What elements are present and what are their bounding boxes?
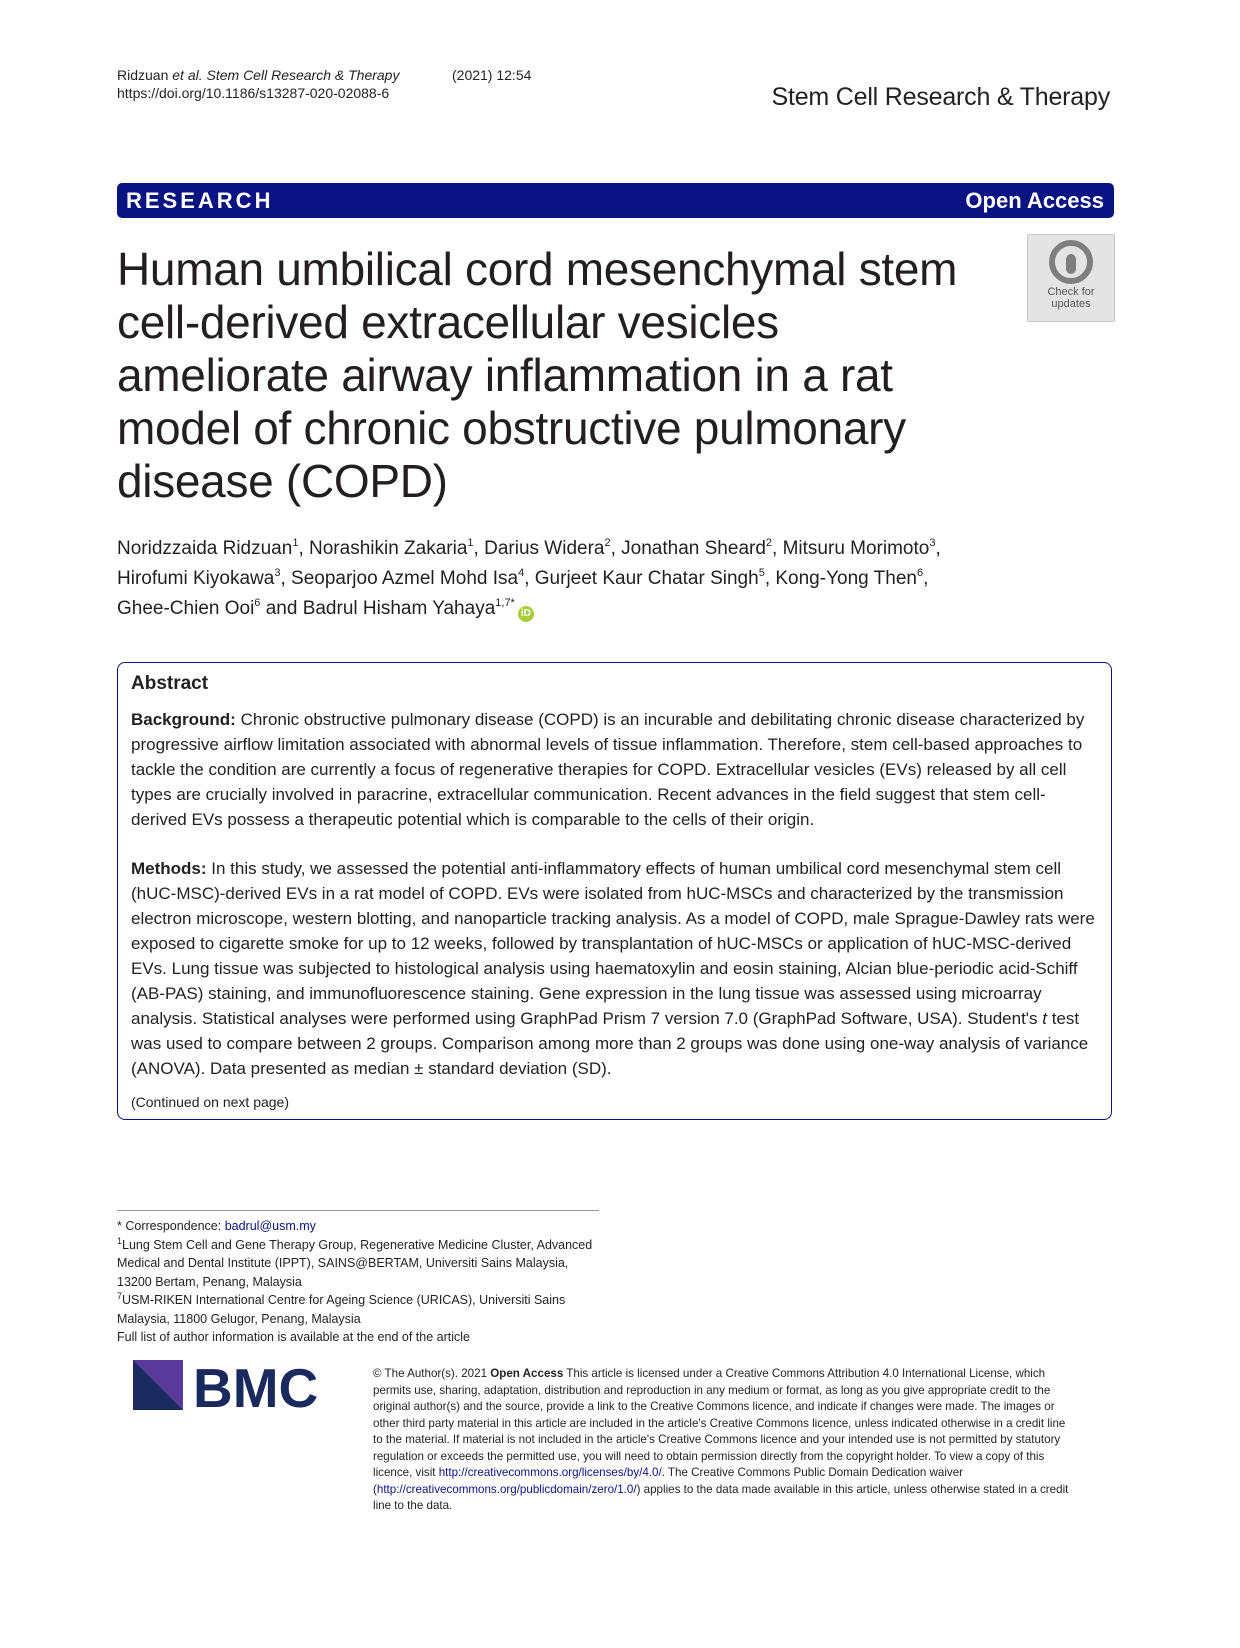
background-label: Background:	[131, 710, 236, 729]
methods-text: In this study, we assessed the potential anti-inflammatory effects of human umbilical cord mesenchymal stem cell (hUC-MSC)-derived EVs in a rat model of COPD. EVs were isolated from hUC-MSCs and characterized by the transmission electron microscope, western blotting, and nanoparticle tracking analysis. As a model of COPD, male Sprague-Dawley rats were exposed to cigarette smoke for up to 12 weeks, followed by transplantation of hUC-MSCs or application of hUC-MSC-derived EVs. Lung tissue was subjected to histological analysis using haematoxylin and eosin staining, Alcian blue-periodic acid-Schiff (AB-PAS) staining, and immunofluorescence staining. Gene expression in the lung tissue was assessed using microarray analysis. Statistical analyses were performed using GraphPad Prism 7 version 7.0 (GraphPad Software, USA). Student's	[131, 859, 1095, 1028]
abstract-background	[131, 707, 1096, 832]
badge-line-2: updates	[1051, 298, 1091, 310]
author: Hirofumi Kiyokawa$^3$,	[117, 567, 292, 589]
cc-by-link[interactable]: http://creativecommons.org/licenses/by/4.0/	[438, 1466, 662, 1479]
continued-note: (Continued on next page)	[131, 1094, 289, 1110]
bmc-logo	[133, 1360, 348, 1414]
license-open-access: Open Access	[490, 1367, 564, 1380]
author: Badrul Hisham Yahaya$^{1,7*}$	[302, 597, 515, 619]
methods-t-italic: t	[1042, 1009, 1048, 1028]
badge-text	[1028, 286, 1114, 310]
background-text: Chronic obstructive pulmonary disease (COPD) is an incurable and debilitating chronic disease characterized by progressive airflow limitation associated with abnormal levels of tissue inflammation. Therefore, stem cell-based approaches to tackle the condition are currently a focus of regenerative therapies for COPD. Extracellular vesicles (EVs) released by all cell types are crucially involved in paracrine, extracellular communication. Recent advances in the field suggest that stem cell-derived EVs possess a therapeutic potential which is comparable to the cells of their origin.	[131, 710, 1085, 829]
affiliation-7: $^7$USM-RIKEN International Centre for Ageing Science (URICAS), Universiti Sains Malaysia, 11800 Gelugor, Penang, Malaysia	[117, 1291, 566, 1326]
author: Jonathan Sheard$^2$,	[621, 537, 783, 559]
badge-line-1: Check for	[1047, 286, 1095, 298]
methods-text-cont: test was used to compare between 2 groups. Comparison among more than 2 groups was done using one-way analysis of variance (ANOVA). Data presented as median ± standard deviation (SD).	[131, 1009, 1089, 1078]
citation-author: Ridzuan	[117, 67, 169, 83]
citation-year-volume: (2021) 12:54	[452, 67, 532, 83]
author: Noridzzaida Ridzuan$^1$,	[117, 537, 310, 559]
author: Seoparjoo Azmel Mohd Isa$^4$,	[291, 567, 535, 589]
author: Mitsuru Morimoto$^3$,	[782, 537, 941, 559]
author: Ghee-Chien Ooi$^6$ and	[117, 597, 303, 619]
article-title: Human umbilical cord mesenchymal stem cell-derived extracellular vesicles ameliorate airway inflammation in a rat model of chronic obstructive pulmonary disease (COPD)	[117, 243, 958, 507]
abstract-methods	[131, 856, 1096, 1081]
author: Darius Widera$^2$,	[484, 537, 622, 559]
footnote-divider	[117, 1210, 599, 1211]
citation-journal: et al. Stem Cell Research & Therapy	[172, 67, 400, 83]
methods-label: Methods:	[131, 859, 207, 878]
abstract-box	[117, 662, 1112, 1120]
cc-zero-link[interactable]: http://creativecommons.org/publicdomain/zero/1.0/	[376, 1482, 637, 1496]
bmc-logo-text: BMC	[193, 1360, 319, 1414]
full-author-info-note: Full list of author information is available at the end of the article	[117, 1330, 470, 1344]
doi-link[interactable]: https://doi.org/10.1186/s13287-020-02088-6	[117, 85, 390, 101]
correspondence: * Correspondence: badrul@usm.my	[117, 1219, 316, 1233]
footnotes	[117, 1217, 599, 1347]
author: Kong-Yong Then$^6$,	[775, 567, 929, 589]
affiliation-1: $^1$Lung Stem Cell and Gene Therapy Group, Regenerative Medicine Cluster, Advanced Medical and Dental Institute (IPPT), SAINS@BERTAM, Universiti Sains Malaysia, 13200 Bertam, Penang, Malaysia	[117, 1235, 593, 1289]
author-list	[117, 534, 977, 624]
correspondence-email[interactable]: badrul@usm.my	[224, 1219, 316, 1233]
abstract-heading: Abstract	[131, 673, 209, 694]
author: Norashikin Zakaria$^1$,	[309, 537, 485, 559]
article-type-label: RESEARCH	[126, 188, 274, 213]
author: Gurjeet Kaur Chatar Singh$^5$,	[534, 567, 776, 589]
article-type-banner	[117, 183, 1114, 218]
orcid-icon[interactable]: iD	[518, 606, 534, 622]
citation-block	[117, 66, 532, 102]
license-text: © The Author(s). 2021 Open Access This article is licensed under a Creative Commons Attribution 4.0 International License, which permits use, sharing, adaptation, distribution and reproduction in any medium or format, as long as you give appropriate credit to the original author(s) and the source, provide a link to the Creative Commons licence, and indicate if changes were made. The images or other third party material in this article are included in the article's Creative Commons licence, unless indicated otherwise in a credit line to the material. If material is not included in the article's Creative Commons licence and your intended use is not permitted by statutory regulation or exceeds the permitted use, you will need to obtain permission directly from the copyright holder. To view a copy of this licence, visit http://creativecommons.org/licenses/by/4.0/. The Creative Commons Public Domain Dedication waiver (http://creativecommons.org/publicdomain/zero/1.0/) applies to the data made available in this article, unless otherwise stated in a credit line to the data.	[373, 1367, 1069, 1512]
open-access-label: Open Access	[965, 188, 1104, 213]
check-for-updates-badge[interactable]	[1027, 234, 1115, 322]
journal-name: Stem Cell Research & Therapy	[771, 83, 1110, 111]
crossmark-icon	[1049, 240, 1093, 284]
